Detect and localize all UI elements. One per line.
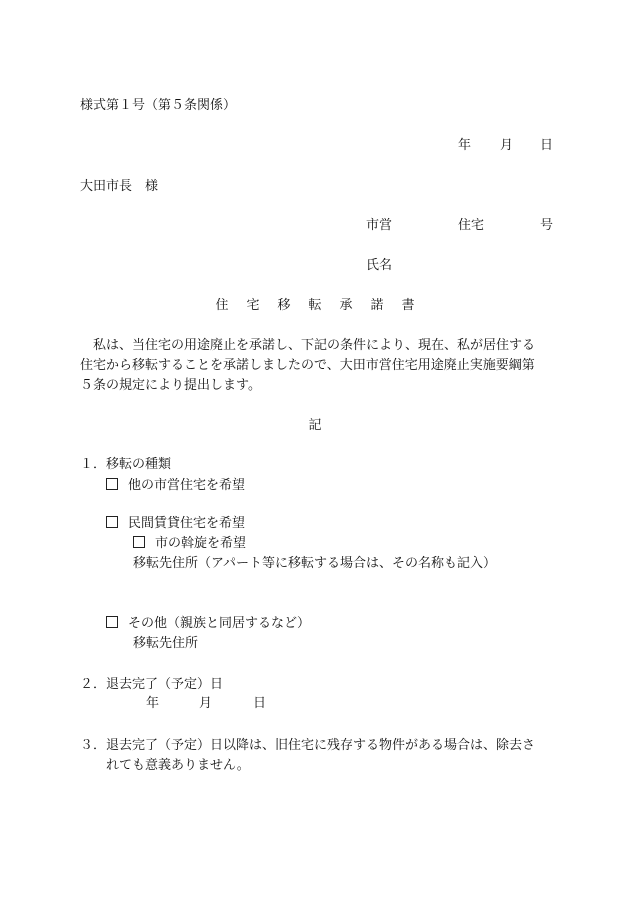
body-line: ５条の規定により提出します。 bbox=[80, 378, 261, 393]
title-char: 移 bbox=[277, 298, 291, 313]
checkbox-icon[interactable] bbox=[133, 536, 145, 548]
option-other bbox=[106, 615, 310, 633]
body-line: 私は、当住宅の用途廃止を承諾し、下記の条件により、現在、私が居住する bbox=[80, 338, 536, 353]
body-line: 住宅から移転することを承諾しましたので、大田市営住宅用途廃止実施要綱第 bbox=[80, 358, 535, 373]
title-char: 書 bbox=[401, 298, 415, 313]
date-month-label: 月 bbox=[500, 138, 514, 153]
title-char: 諾 bbox=[370, 298, 384, 313]
date-day-label: 日 bbox=[540, 138, 554, 153]
private-address-label: 移転先住所（アパート等に移転する場合は、その名称も記入） bbox=[133, 556, 496, 571]
document-title bbox=[0, 297, 630, 315]
section3-line: ３．退去完了（予定）日以降は、旧住宅に残存する物件がある場合は、除去さ bbox=[80, 738, 536, 753]
checkbox-icon[interactable] bbox=[106, 616, 118, 628]
ki-heading: 記 bbox=[308, 418, 322, 433]
option-city-housing-label: 他の市営住宅を希望 bbox=[128, 478, 246, 493]
title-char: 宅 bbox=[246, 298, 260, 313]
other-address-label: 移転先住所 bbox=[133, 636, 199, 651]
title-char: 承 bbox=[339, 298, 353, 313]
addressee: 大田市長 様 bbox=[80, 179, 159, 194]
option-other-label: その他（親族と同居するなど） bbox=[128, 616, 311, 631]
checkbox-icon[interactable] bbox=[106, 516, 118, 528]
form-number-label: 様式第１号（第５条関係） bbox=[80, 98, 237, 113]
section2-year-label: 年 bbox=[146, 696, 160, 711]
option-private-rental-label: 民間賃貸住宅を希望 bbox=[128, 516, 246, 531]
title-char: 住 bbox=[215, 298, 229, 313]
option-city-housing bbox=[106, 477, 245, 495]
title-char: 転 bbox=[308, 298, 322, 313]
option-private-rental bbox=[106, 515, 245, 533]
option-mediation bbox=[133, 535, 246, 553]
option-mediation-label: 市の斡旋を希望 bbox=[155, 536, 247, 551]
section2-month-label: 月 bbox=[199, 696, 213, 711]
residence-housing-label: 住宅 bbox=[458, 218, 485, 233]
section2-day-label: 日 bbox=[253, 696, 267, 711]
name-label: 氏名 bbox=[366, 258, 393, 273]
residence-city-label: 市営 bbox=[366, 218, 393, 233]
section1-heading: １．移転の種類 bbox=[80, 457, 172, 472]
checkbox-icon[interactable] bbox=[106, 478, 118, 490]
section2-heading: ２．退去完了（予定）日 bbox=[80, 677, 224, 692]
section3-line: れても意義ありません。 bbox=[106, 758, 250, 773]
date-year-label: 年 bbox=[458, 138, 472, 153]
residence-number-label: 号 bbox=[540, 218, 554, 233]
